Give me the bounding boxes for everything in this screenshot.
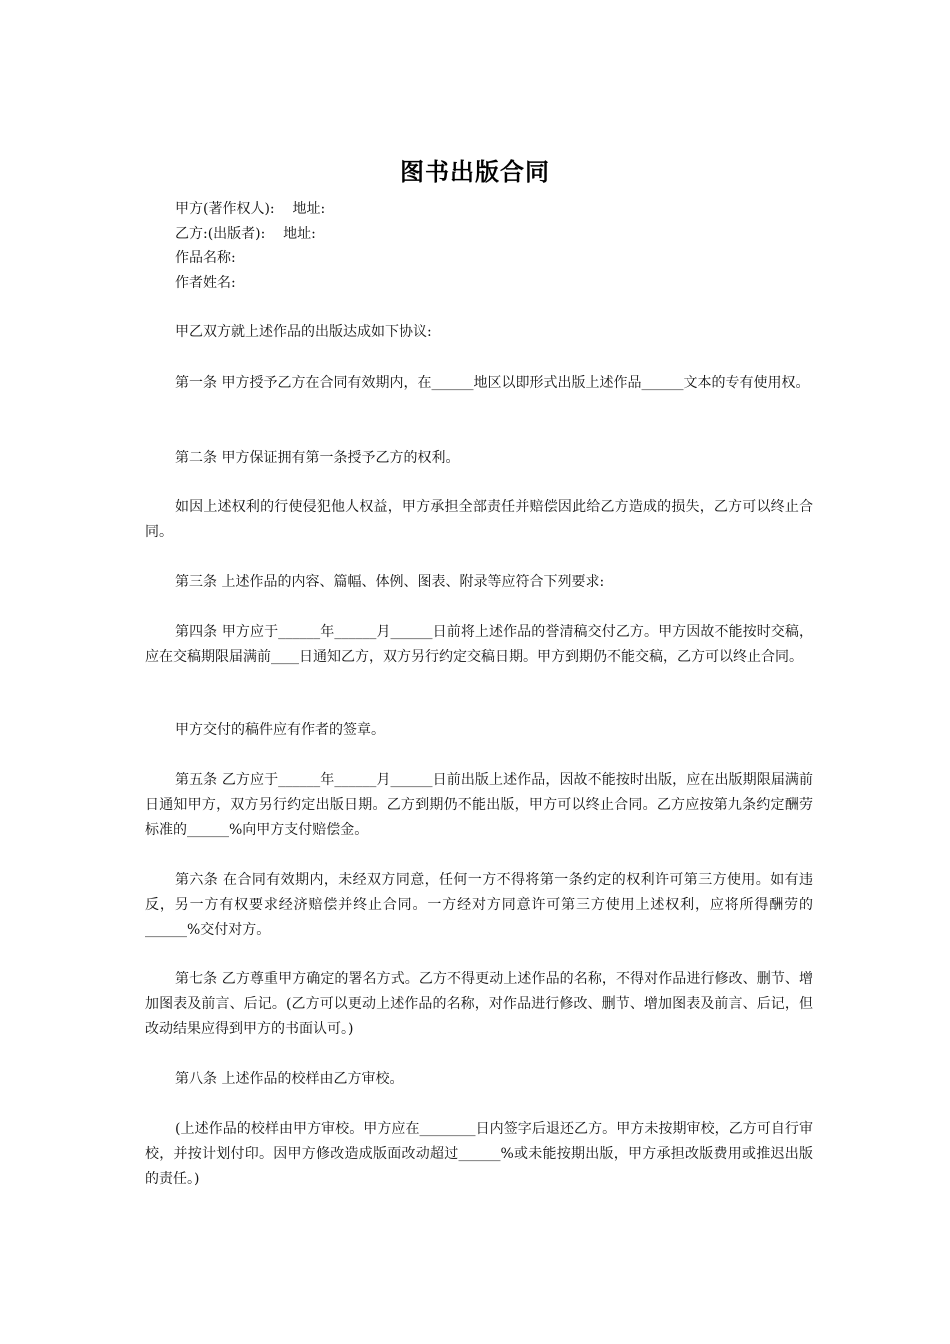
article-5: 第五条 乙方应于______年______月______日前出版上述作品，因故不能按时出版，应在出版期限届满前日通知甲方，双方另行约定出版日期。乙方到期仍不能出版，甲方可以终止合同。乙方应按第九条约定酬劳标准的______%向甲方支付赔偿金。	[145, 772, 813, 838]
article-2: 第二条 甲方保证拥有第一条授予乙方的权利。	[175, 450, 460, 466]
party-b-line: 乙方:(出版者): 地址:	[175, 226, 316, 242]
article-3: 第三条 上述作品的内容、篇幅、体例、图表、附录等应符合下列要求:	[175, 574, 605, 590]
author-name-line: 作者姓名:	[175, 275, 236, 291]
article-7: 第七条 乙方尊重甲方确定的署名方式。乙方不得更动上述作品的名称，不得对作品进行修改、删节、增加图表及前言、后记。(乙方可以更动上述作品的名称，对作品进行修改、删节、增加图表及前言、后记，但改动结果应得到甲方的书面认可。)	[145, 971, 813, 1037]
article-2-liability: 如因上述权利的行使侵犯他人权益，甲方承担全部责任并赔偿因此给乙方造成的损失，乙方可以终止合同。	[145, 499, 813, 540]
agreement-intro: 甲乙双方就上述作品的出版达成如下协议:	[175, 324, 432, 340]
article-6: 第六条 在合同有效期内，未经双方同意，任何一方不得将第一条约定的权利许可第三方使用。如有违反，另一方有权要求经济赔偿并终止合同。一方经对方同意许可第三方使用上述权利，应将所得酬劳的______%交付对方。	[145, 872, 813, 938]
article-4-signature: 甲方交付的稿件应有作者的签章。	[175, 722, 385, 738]
article-4: 第四条 甲方应于______年______月______日前将上述作品的誉清稿交付乙方。甲方因故不能按时交稿，应在交稿期限届满前____日通知乙方，双方另行约定交稿日期。甲方到期仍不能交稿，乙方可以终止合同。	[145, 624, 813, 665]
article-1: 第一条 甲方授予乙方在合同有效期内，在______地区以即形式出版上述作品______文本的专有使用权。	[175, 375, 810, 391]
party-a-line: 甲方(著作权人): 地址:	[175, 201, 326, 217]
work-title-line: 作品名称:	[175, 250, 236, 266]
document-title: 图书出版合同	[400, 158, 550, 186]
article-8-alternative: (上述作品的校样由甲方审校。甲方应在________日内签字后退还乙方。甲方未按期审校，乙方可自行审校，并按计划付印。因甲方修改造成版面改动超过______%或未能按期出版，甲方承担改版费用或推迟出版的责任。)	[145, 1121, 813, 1187]
article-8: 第八条 上述作品的校样由乙方审校。	[175, 1071, 404, 1087]
